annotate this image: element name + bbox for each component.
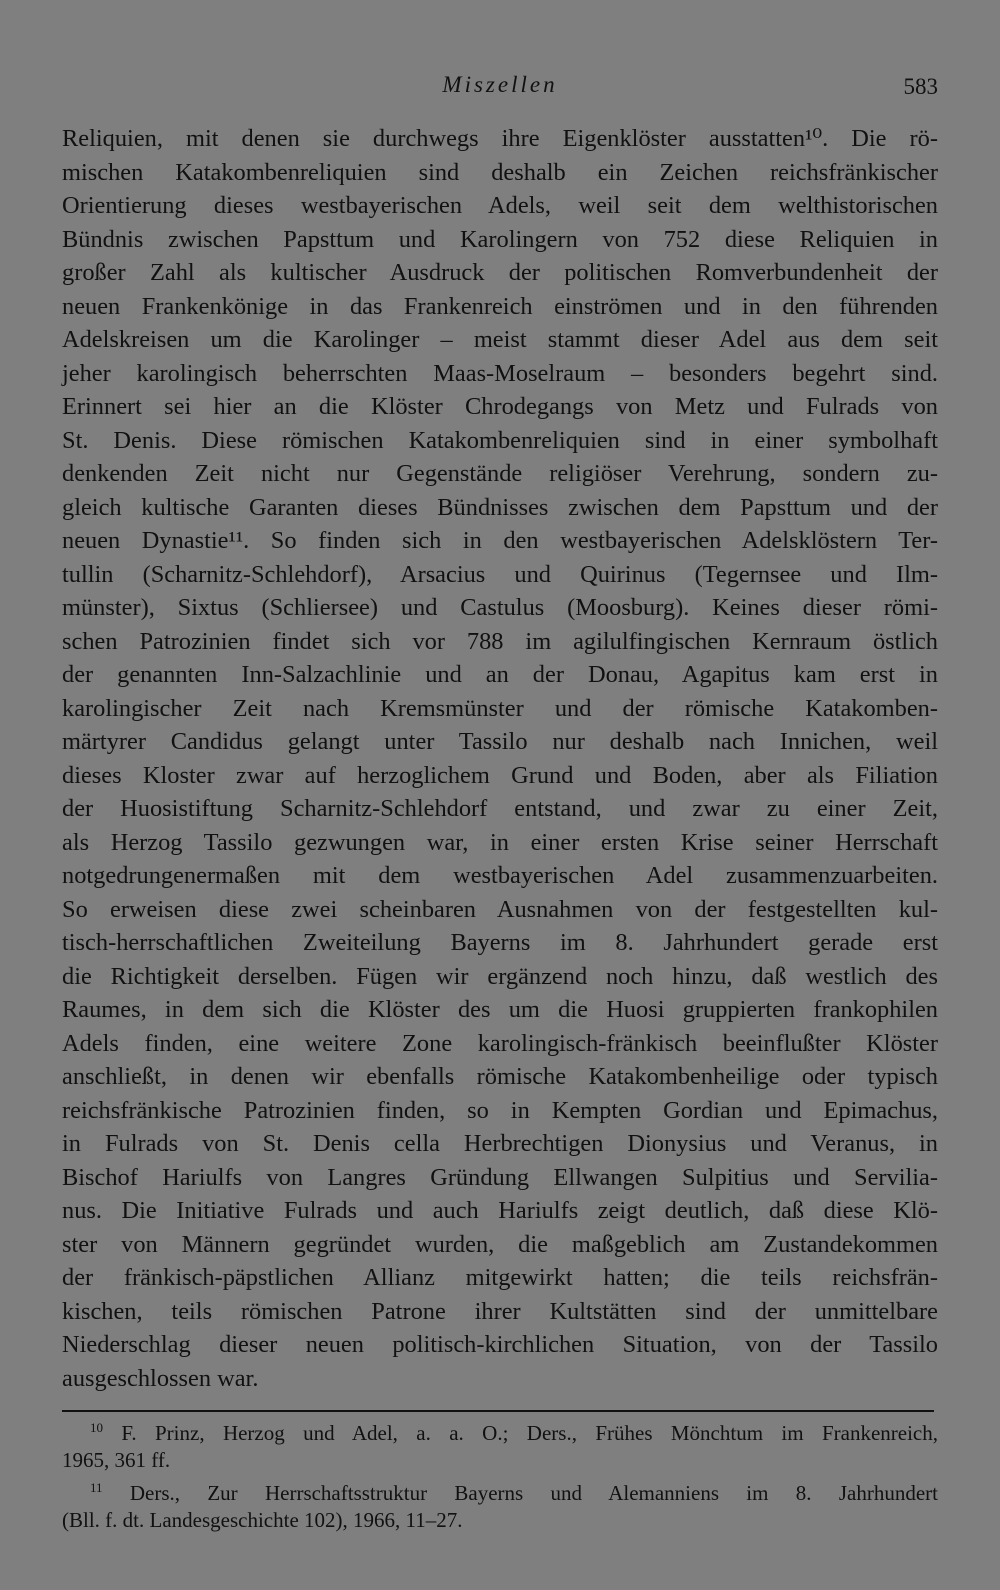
text-line: die Richtigkeit derselben. Fügen wir ergänzend noch hinzu, daß westlich des: [62, 962, 938, 990]
text-line: Raumes, in dem sich die Klöster des um die Huosi gruppierten frankophilen: [62, 996, 938, 1023]
page-number: 583: [903, 74, 938, 99]
text-line: neuen Frankenkönige in das Frankenreich einströmen und in den führenden: [62, 292, 938, 320]
text-line: als Herzog Tassilo gezwungen war, in einer ersten Krise seiner Herrschaft: [62, 828, 938, 856]
footnote-text: F. Prinz, Herzog und Adel, a. a. O.; Ders., Frühes Mönchtum im Frankenreich,: [121, 1421, 938, 1445]
text-line: dieses Kloster zwar auf herzoglichem Grund und Boden, aber als Filiation: [62, 761, 938, 789]
footnote-number: 11: [90, 1480, 103, 1495]
text-line: nus. Die Initiative Fulrads und auch Hariulfs zeigt deutlich, daß diese Klö-: [62, 1197, 938, 1224]
text-line: notgedrungenermaßen mit dem westbayerischen Adel zusammenzuarbeiten.: [62, 862, 938, 889]
text-line: großer Zahl als kultischer Ausdruck der politischen Romverbundenheit der: [62, 259, 938, 286]
text-line: Adelskreisen um die Karolinger – meist stammt dieser Adel aus dem seit: [62, 326, 938, 353]
footnotes: [62, 1420, 938, 1540]
text-line: tullin (Scharnitz-Schlehdorf), Arsacius und Quirinus (Tegernsee und Ilm-: [62, 560, 938, 588]
footnote-line: [62, 1507, 938, 1534]
body-paragraph: [62, 122, 938, 1395]
footnote-line: [62, 1420, 938, 1447]
footnote-line: [62, 1447, 938, 1474]
text-line: tisch-herrschaftlichen Zweiteilung Bayerns im 8. Jahrhundert gerade erst: [62, 929, 938, 956]
text-line: So erweisen diese zwei scheinbaren Ausnahmen von der festgestellten kul-: [62, 895, 938, 923]
text-line: münster), Sixtus (Schliersee) und Castulus (Moosburg). Keines dieser römi-: [62, 594, 938, 621]
text-line: schen Patrozinien findet sich vor 788 im agilulfingischen Kernraum östlich: [62, 627, 938, 655]
text-line: karolingischer Zeit nach Kremsmünster und der römische Katakomben-: [62, 694, 938, 722]
text-line: der fränkisch-päpstlichen Allianz mitgewirkt hatten; die teils reichsfrän-: [62, 1264, 938, 1291]
footnote-divider: [62, 1410, 934, 1412]
text-line: ster von Männern gegründet wurden, die maßgeblich am Zustandekommen: [62, 1230, 938, 1258]
running-title: Miszellen: [442, 72, 558, 97]
text-line: denkenden Zeit nicht nur Gegenstände religiöser Verehrung, sondern zu-: [62, 460, 938, 487]
text-line: Adels finden, eine weitere Zone karolingisch-fränkisch beeinflußter Klöster: [62, 1029, 938, 1057]
text-line: jeher karolingisch beherrschten Maas-Moselraum – besonders begehrt sind.: [62, 359, 938, 387]
footnote: [62, 1420, 938, 1474]
footnote-text: 1965, 361 ff.: [62, 1448, 171, 1472]
footnote-number: 10: [90, 1420, 103, 1435]
text-line: Niederschlag dieser neuen politisch-kirchlichen Situation, von der Tassilo: [62, 1331, 938, 1358]
text-line: der Huosistiftung Scharnitz-Schlehdorf entstand, und zwar zu einer Zeit,: [62, 795, 938, 822]
page-header: [62, 68, 938, 108]
text-line: neuen Dynastie¹¹. So finden sich in den westbayerischen Adelsklöstern Ter-: [62, 527, 938, 554]
footnote: [62, 1480, 938, 1534]
footnote-text: Ders., Zur Herrschaftsstruktur Bayerns und Alemanniens im 8. Jahrhundert: [129, 1481, 939, 1505]
text-line: in Fulrads von St. Denis cella Herbrechtigen Dionysius und Veranus, in: [62, 1130, 938, 1157]
text-line: mischen Katakombenreliquien sind deshalb ein Zeichen reichsfränkischer: [62, 158, 938, 186]
text-line: Reliquien, mit denen sie durchwegs ihre Eigenklöster ausstatten¹⁰. Die rö-: [62, 125, 938, 152]
footnote-line: [62, 1480, 938, 1507]
text-line: anschließt, in denen wir ebenfalls römische Katakombenheilige oder typisch: [62, 1063, 938, 1090]
text-line: märtyrer Candidus gelangt unter Tassilo nur deshalb nach Innichen, weil: [62, 728, 938, 755]
text-line: Bündnis zwischen Papsttum und Karolingern von 752 diese Reliquien in: [62, 225, 938, 253]
text-line: Orientierung dieses westbayerischen Adels, weil seit dem welthistorischen: [62, 192, 938, 219]
text-line: reichsfränkische Patrozinien finden, so in Kempten Gordian und Epimachus,: [62, 1096, 938, 1124]
text-line: der genannten Inn-Salzachlinie und an der Donau, Agapitus kam erst in: [62, 661, 938, 688]
text-line: Erinnert sei hier an die Klöster Chrodegangs von Metz und Fulrads von: [62, 393, 938, 420]
footnote-text: (Bll. f. dt. Landesgeschichte 102), 1966, 11–27.: [62, 1508, 463, 1532]
text-line: St. Denis. Diese römischen Katakombenreliquien sind in einer symbolhaft: [62, 426, 938, 454]
text-line: ausgeschlossen war.: [62, 1364, 259, 1392]
text-line: kischen, teils römischen Patrone ihrer Kultstätten sind der unmittelbare: [62, 1297, 938, 1325]
text-line: Bischof Hariulfs von Langres Gründung Ellwangen Sulpitius und Servilia-: [62, 1163, 938, 1191]
text-line: gleich kultische Garanten dieses Bündnisses zwischen dem Papsttum und der: [62, 493, 938, 521]
